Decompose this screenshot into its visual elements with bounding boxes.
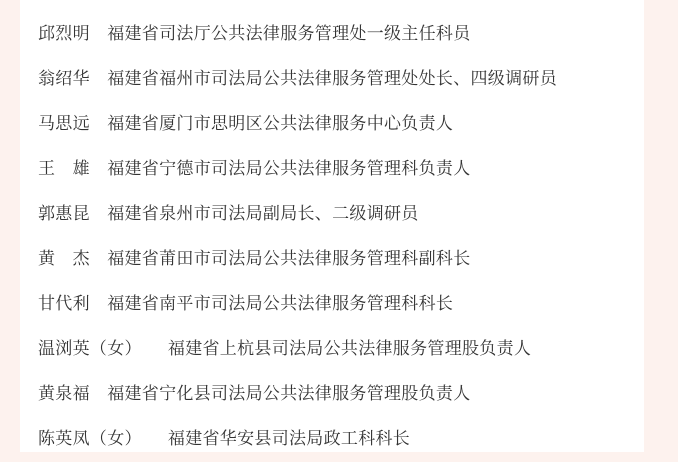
list-item: [38, 236, 644, 281]
list-item: [38, 281, 644, 326]
recipient-line: 陈英凤（女） 福建省华安县司法局政工科科长: [38, 429, 411, 448]
list-item: [38, 416, 644, 461]
list-item: [38, 371, 644, 416]
recipient-line: 翁绍华 福建省福州市司法局公共法律服务管理处处长、四级调研员: [38, 69, 557, 88]
recipient-line: 温浏英（女） 福建省上杭县司法局公共法律服务管理股负责人: [38, 339, 532, 358]
recipient-line: 邱烈明 福建省司法厅公共法律服务管理处一级主任科员: [38, 24, 471, 43]
list-item: [38, 191, 644, 236]
list-item: [38, 11, 644, 56]
list-item: [38, 56, 644, 101]
recipient-line: 郭惠昆 福建省泉州市司法局副局长、二级调研员: [38, 204, 419, 223]
recipient-line: 黄泉福 福建省宁化县司法局公共法律服务管理股负责人: [38, 384, 471, 403]
recipient-line: 甘代利 福建省南平市司法局公共法律服务管理科科长: [38, 294, 454, 313]
article-content: [20, 0, 644, 452]
list-item: [38, 326, 644, 371]
recipient-line: 王 雄 福建省宁德市司法局公共法律服务管理科负责人: [38, 159, 471, 178]
recipient-line: 黄 杰 福建省莆田市司法局公共法律服务管理科副科长: [38, 249, 471, 268]
recipient-line: 马思远 福建省厦门市思明区公共法律服务中心负责人: [38, 114, 454, 133]
recipient-list: [38, 11, 644, 461]
list-item: [38, 101, 644, 146]
list-item: [38, 146, 644, 191]
